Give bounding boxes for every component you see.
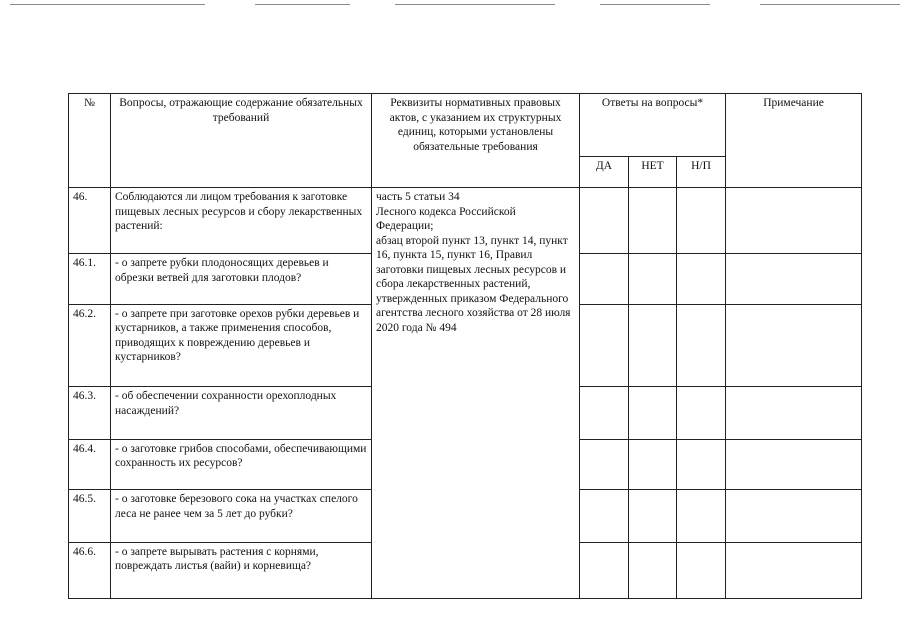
answer-yes-cell[interactable]	[580, 188, 629, 254]
answer-na-cell[interactable]	[677, 304, 726, 387]
answer-na-cell[interactable]	[677, 387, 726, 439]
answer-yes-cell[interactable]	[580, 387, 629, 439]
note-cell[interactable]	[726, 490, 862, 542]
answer-na-cell[interactable]	[677, 188, 726, 254]
header-row	[69, 94, 862, 157]
answer-no-cell[interactable]	[629, 490, 677, 542]
answer-na-cell[interactable]	[677, 542, 726, 598]
note-cell[interactable]	[726, 387, 862, 439]
row-question: - о запрете вырывать растения с корнями, повреждать листья (вайи) и корневища?	[111, 542, 372, 598]
answer-na-cell[interactable]	[677, 490, 726, 542]
top-rule-3	[395, 4, 555, 5]
answer-no-cell[interactable]	[629, 254, 677, 304]
answer-no-cell[interactable]	[629, 304, 677, 387]
row-question: - о запрете при заготовке орехов рубки деревьев и кустарников, а также применения способов, приводящих к повреждению деревьев и кустарников?	[111, 304, 372, 387]
note-cell[interactable]	[726, 439, 862, 489]
answer-yes-cell[interactable]	[580, 542, 629, 598]
header-question: Вопросы, отражающие содержание обязательных требований	[111, 94, 372, 188]
header-answers: Ответы на вопросы*	[580, 94, 726, 157]
row-number: 46.2.	[69, 304, 111, 387]
row-question: - о заготовке березового сока на участках спелого леса не ранее чем за 5 лет до рубки?	[111, 490, 372, 542]
answer-yes-cell[interactable]	[580, 304, 629, 387]
requisites-cell: часть 5 статьи 34 Лесного кодекса Российской Федерации; абзац второй пункт 13, пункт 14, пункт 16, пункта 15, пункт 16, Правил заготовки пищевых лесных ресурсов и сбора лекарственных растений, утвержденных приказом Федерального агентства лесного хозяйства от 28 июля 2020 года № 494	[372, 188, 580, 599]
row-number: 46.	[69, 188, 111, 254]
answer-yes-cell[interactable]	[580, 439, 629, 489]
row-number: 46.6.	[69, 542, 111, 598]
row-question: - об обеспечении сохранности орехоплодных насаждений?	[111, 387, 372, 439]
note-cell[interactable]	[726, 542, 862, 598]
answer-no-cell[interactable]	[629, 439, 677, 489]
note-cell[interactable]	[726, 188, 862, 254]
row-question: Соблюдаются ли лицом требования к заготовке пищевых лесных ресурсов и сбору лекарственных растений:	[111, 188, 372, 254]
answer-na-cell[interactable]	[677, 254, 726, 304]
table-row	[69, 188, 862, 254]
row-number: 46.4.	[69, 439, 111, 489]
checklist-table	[68, 93, 862, 599]
note-cell[interactable]	[726, 304, 862, 387]
header-na: Н/П	[677, 157, 726, 188]
top-rule-5	[760, 4, 900, 5]
answer-no-cell[interactable]	[629, 542, 677, 598]
row-question: - о заготовке грибов способами, обеспечивающими сохранность их ресурсов?	[111, 439, 372, 489]
answer-yes-cell[interactable]	[580, 490, 629, 542]
header-yes: ДА	[580, 157, 629, 188]
row-number: 46.3.	[69, 387, 111, 439]
header-requisites: Реквизиты нормативных правовых актов, с указанием их структурных единиц, которыми установлены обязательные требования	[372, 94, 580, 188]
header-number: №	[69, 94, 111, 188]
answer-yes-cell[interactable]	[580, 254, 629, 304]
answer-no-cell[interactable]	[629, 387, 677, 439]
answer-na-cell[interactable]	[677, 439, 726, 489]
answer-no-cell[interactable]	[629, 188, 677, 254]
note-cell[interactable]	[726, 254, 862, 304]
top-rule-2	[255, 4, 350, 5]
header-no: НЕТ	[629, 157, 677, 188]
row-number: 46.5.	[69, 490, 111, 542]
top-rule-1	[10, 4, 205, 5]
row-number: 46.1.	[69, 254, 111, 304]
top-rule-4	[600, 4, 710, 5]
header-note: Примечание	[726, 94, 862, 188]
row-question: - о запрете рубки плодоносящих деревьев и обрезки ветвей для заготовки плодов?	[111, 254, 372, 304]
